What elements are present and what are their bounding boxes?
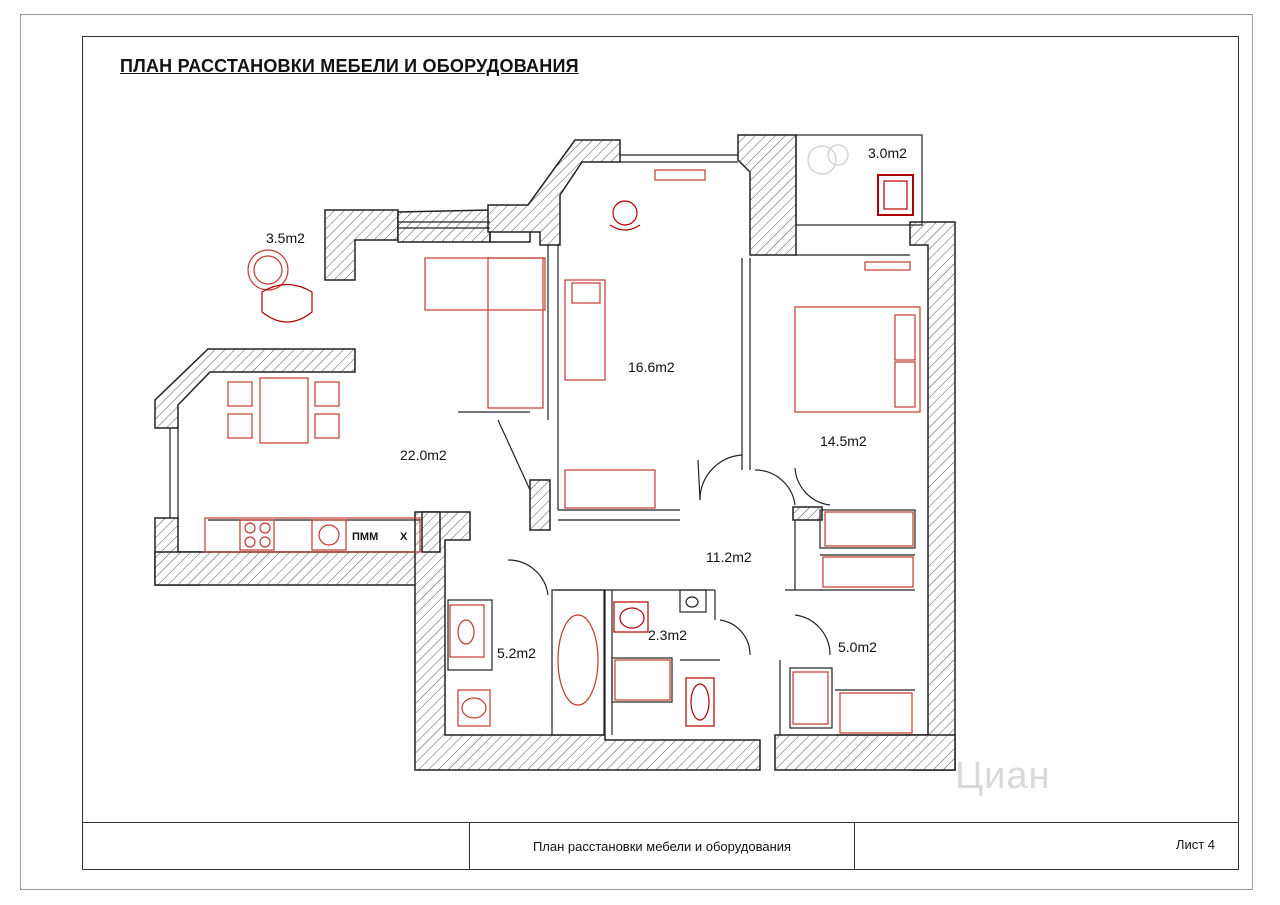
room-area-label: 3.0m2 (868, 145, 907, 161)
furniture (205, 145, 920, 733)
room-area-label: 14.5m2 (820, 433, 867, 449)
room-area-label: 11.2m2 (706, 549, 752, 565)
room-area-label: 5.0m2 (838, 639, 877, 655)
dishwasher-label: ПММ (352, 531, 379, 543)
room-area-label: 16.6m2 (628, 359, 675, 375)
sheet-number: Лист 4 (1175, 837, 1215, 852)
fridge-label: Х (400, 531, 408, 543)
room-area-label: 2.3m2 (648, 627, 687, 643)
room-area-label: 5.2m2 (497, 645, 536, 661)
room-area-label: 22.0m2 (400, 447, 447, 463)
title-block (82, 822, 1239, 870)
page-title: ПЛАН РАССТАНОВКИ МЕБЕЛИ И ОБОРУДОВАНИЯ (120, 56, 579, 76)
title-block-empty-cell (82, 823, 470, 870)
title-block-description: План расстановки мебели и оборудования (470, 823, 855, 870)
watermark: Циан (955, 755, 1051, 797)
dining-table (260, 378, 308, 443)
room-area-label: 3.5m2 (266, 230, 305, 246)
